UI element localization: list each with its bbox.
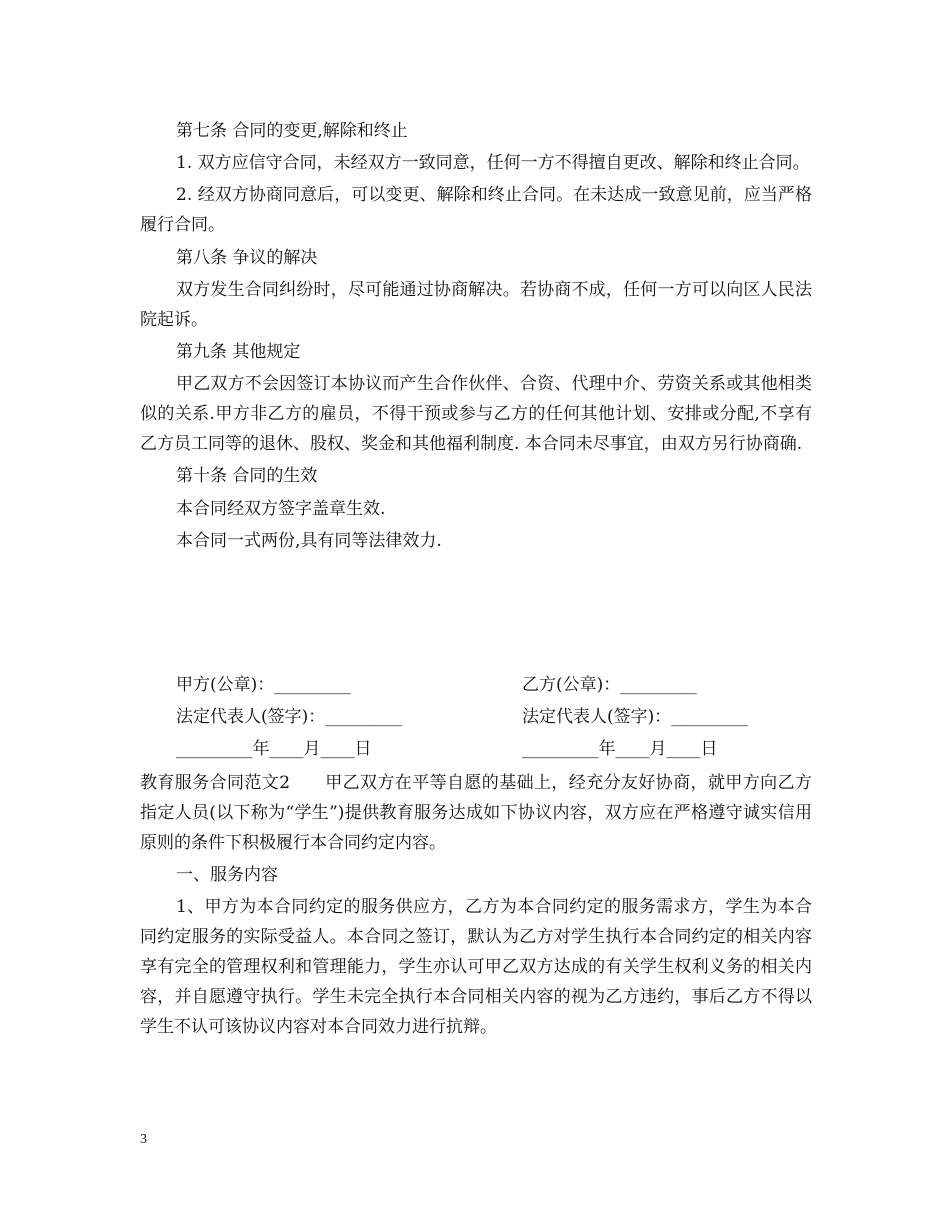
article10-paragraph-1: 本合同经双方签字盖章生效.: [176, 498, 386, 519]
party-b-representative-line: 法定代表人(签字)：_________: [522, 707, 748, 727]
article8-title: 第八条 争议的解决: [176, 247, 318, 268]
article7-paragraph-2: 2. 经双方协商同意后，可以变更、解除和终止合同。在未达成一致意见前，应当严格履行合同。: [140, 185, 812, 236]
article8-paragraph-1: 双方发生合同纠纷时，尽可能通过协商解决。若协商不成，任何一方可以向区人民法院起诉。: [140, 279, 812, 330]
article10-title: 第十条 合同的生效: [176, 466, 318, 487]
party-b-seal-line: 乙方(公章)：_________: [522, 675, 697, 695]
section1-title: 一、服务内容: [176, 865, 278, 886]
page-number: 3: [140, 1132, 147, 1147]
article7-paragraph-1: 1. 双方应信守合同，未经双方一致同意，任何一方不得擅自更改、解除和终止合同。: [176, 153, 810, 174]
signature-row-date: [140, 734, 812, 764]
article9-title: 第九条 其他规定: [176, 341, 301, 362]
party-a-date-line: _________年____月____日: [176, 739, 372, 759]
article7-title: 第七条 合同的变更,解除和终止: [176, 121, 408, 141]
contract-text-lower: [140, 768, 812, 1045]
sample2-intro-paragraph: 教育服务合同范文2 甲乙双方在平等自愿的基础上，经充分友好协商，就甲方向乙方指定人员(以下称为“学生”)提供教育服务达成如下协议内容，双方应在严格遵守诚实信用原则的条件下积极履行本合同约定内容。: [140, 773, 812, 853]
section1-paragraph-1: 1、甲方为本合同约定的服务供应方，乙方为本合同约定的服务需求方，学生为本合同约定服务的实际受益人。本合同之签订，默认为乙方对学生执行本合同约定的相关内容享有完全的管理权利和管理能力，学生亦认可甲乙双方达成的有关学生权利义务的相关内容，并自愿遵守执行。学生未完全执行本合同相关内容的视为乙方违约，事后乙方不得以学生不认可该协议内容对本合同效力进行抗辩。: [140, 897, 812, 1038]
party-a-representative-line: 法定代表人(签字)：_________: [176, 707, 402, 727]
party-b-date-line: _________年____月____日: [522, 739, 718, 759]
signature-row-representative: [140, 702, 812, 732]
article10-paragraph-2: 本合同一式两份,具有同等法律效力.: [176, 530, 442, 551]
party-a-seal-line: 甲方(公章)：_________: [176, 675, 351, 695]
contract-text-upper: [140, 116, 812, 558]
signature-row-seal: [140, 670, 812, 700]
article9-paragraph-1: 甲乙双方不会因签订本协议而产生合作伙伴、合资、代理中介、劳资关系或其他相类似的关系.甲方非乙方的雇员，不得干预或参与乙方的任何其他计划、安排或分配,不享有乙方员工同等的退休、股权、奖金和其他福利制度. 本合同未尽事宜，由双方另行协商确.: [140, 374, 812, 455]
